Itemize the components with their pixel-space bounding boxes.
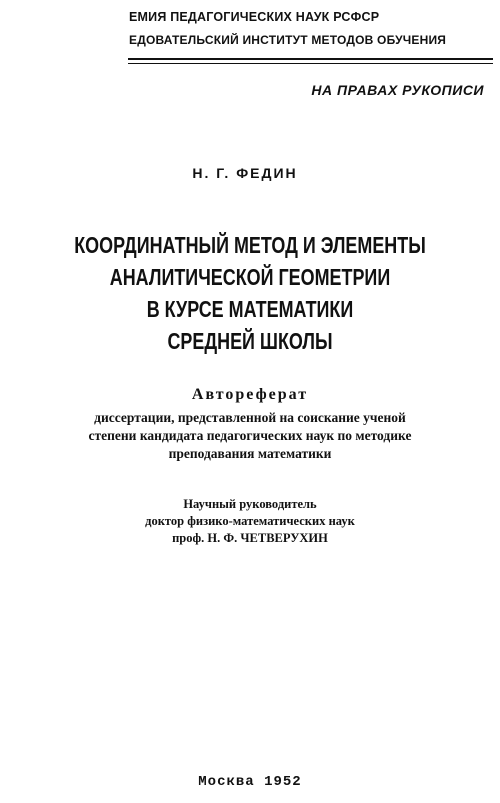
supervisor-name: проф. Н. Ф. ЧЕТВЕРУХИН <box>172 531 328 545</box>
abstract-description-line-2: степени кандидата педагогических наук по методике <box>88 428 412 443</box>
header-rule-thin <box>128 63 493 64</box>
manuscript-rights-note: НА ПРАВАХ РУКОПИСИ <box>311 82 484 98</box>
abstract-description-line-3: преподавания математики <box>168 446 332 461</box>
title-line-3: В КУРСЕ МАТЕМАТИКИ <box>146 296 354 322</box>
abstract-description-line-1: диссертации, представленной на соискание ученой <box>94 410 406 425</box>
author-name: Н. Г. ФЕДИН <box>192 165 298 181</box>
supervisor-degree: доктор физико-математических наук <box>145 514 355 528</box>
header-rule-thick <box>128 58 493 60</box>
title-line-2: АНАЛИТИЧЕСКОЙ ГЕОМЕТРИИ <box>109 264 391 290</box>
title-line-4: СРЕДНЕЙ ШКОЛЫ <box>167 328 333 354</box>
supervisor-role: Научный руководитель <box>183 497 317 511</box>
title-line-1: КООРДИНАТНЫЙ МЕТОД И ЭЛЕМЕНТЫ <box>74 232 426 258</box>
abstract-label: Автореферат <box>191 386 309 403</box>
academy-name: ЕМИЯ ПЕДАГОГИЧЕСКИХ НАУК РСФСР <box>129 10 380 24</box>
institute-name: ЕДОВАТЕЛЬСКИЙ ИНСТИТУТ МЕТОДОВ ОБУЧЕНИЯ <box>129 33 447 47</box>
imprint-city-year: Москва 1952 <box>198 774 302 790</box>
